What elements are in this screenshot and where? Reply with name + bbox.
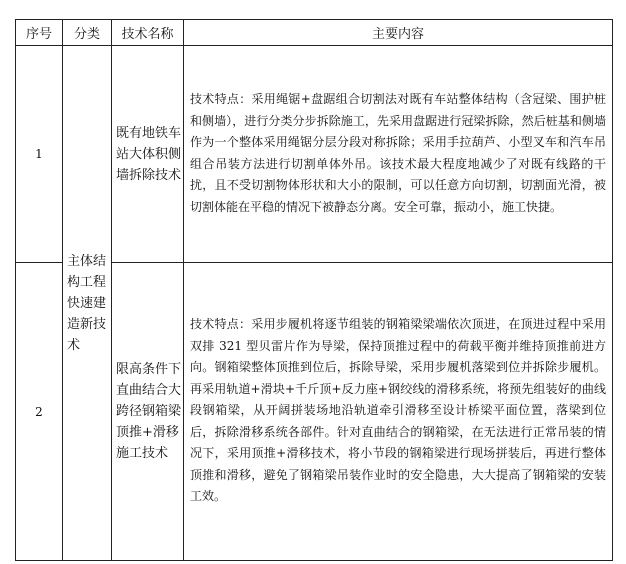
technology-table [15,19,613,561]
table-row [16,46,613,263]
header-content: 主要内容 [184,20,613,46]
row-number: 2 [16,263,63,561]
content-cell: 技术特点：采用步履机将逐节组装的钢箱梁梁端依次顶进，在顶进过程中采用双排 321 型贝雷片作为导梁，保持顶推过程中的荷载平衡并维持顶推前进方向。钢箱梁整体顶推到位后，拆除导梁，采用步履机落梁到位并拆除步履机。再采用轨道+滑块+千斤顶+反力座+钢绞线的滑移系统，将预先组装好的曲线段钢箱梁，从开阔拼装场地沿轨道牵引滑移至设计桥梁平面位置，落梁到位后，拆除滑移系统各部件。针对直曲结合的钢箱梁，在无法进行正常吊装的情况下，采用顶推+滑移技术，将小节段的钢箱梁进行现场拼装后，再进行整体顶推和滑移，避免了钢箱梁吊装作业时的安全隐患，大大提高了钢箱梁的安装工效。 [184,263,613,561]
tech-name-cell: 限高条件下直曲结合大跨径钢箱梁顶推+滑移施工技术 [112,263,184,561]
content-cell: 技术特点：采用绳锯+盘踞组合切割法对既有车站整体结构（含冠梁、围护桩和侧墙），进行分类分步拆除施工，先采用盘踞进行冠梁拆除，然后桩基和侧墙作为一个整体采用绳锯分层分段对称拆除；采用手拉葫芦、小型叉车和汽车吊组合吊装方法进行切割单体外吊。该技术最大程度地减少了对既有线路的干扰，且不受切割物体形状和大小的限制，可以任意方向切割，切割面光滑，被切割体能在平稳的情况下被静态分离。安全可靠，振动小，施工快捷。 [184,46,613,263]
category-cell: 主体结构工程快速建造新技术 [63,46,112,561]
header-no: 序号 [16,20,63,46]
row-number: 1 [16,46,63,263]
header-tech-name: 技术名称 [112,20,184,46]
header-category: 分类 [63,20,112,46]
table-header-row [16,20,613,46]
tech-name-cell: 既有地铁车站大体积侧墙拆除技术 [112,46,184,263]
